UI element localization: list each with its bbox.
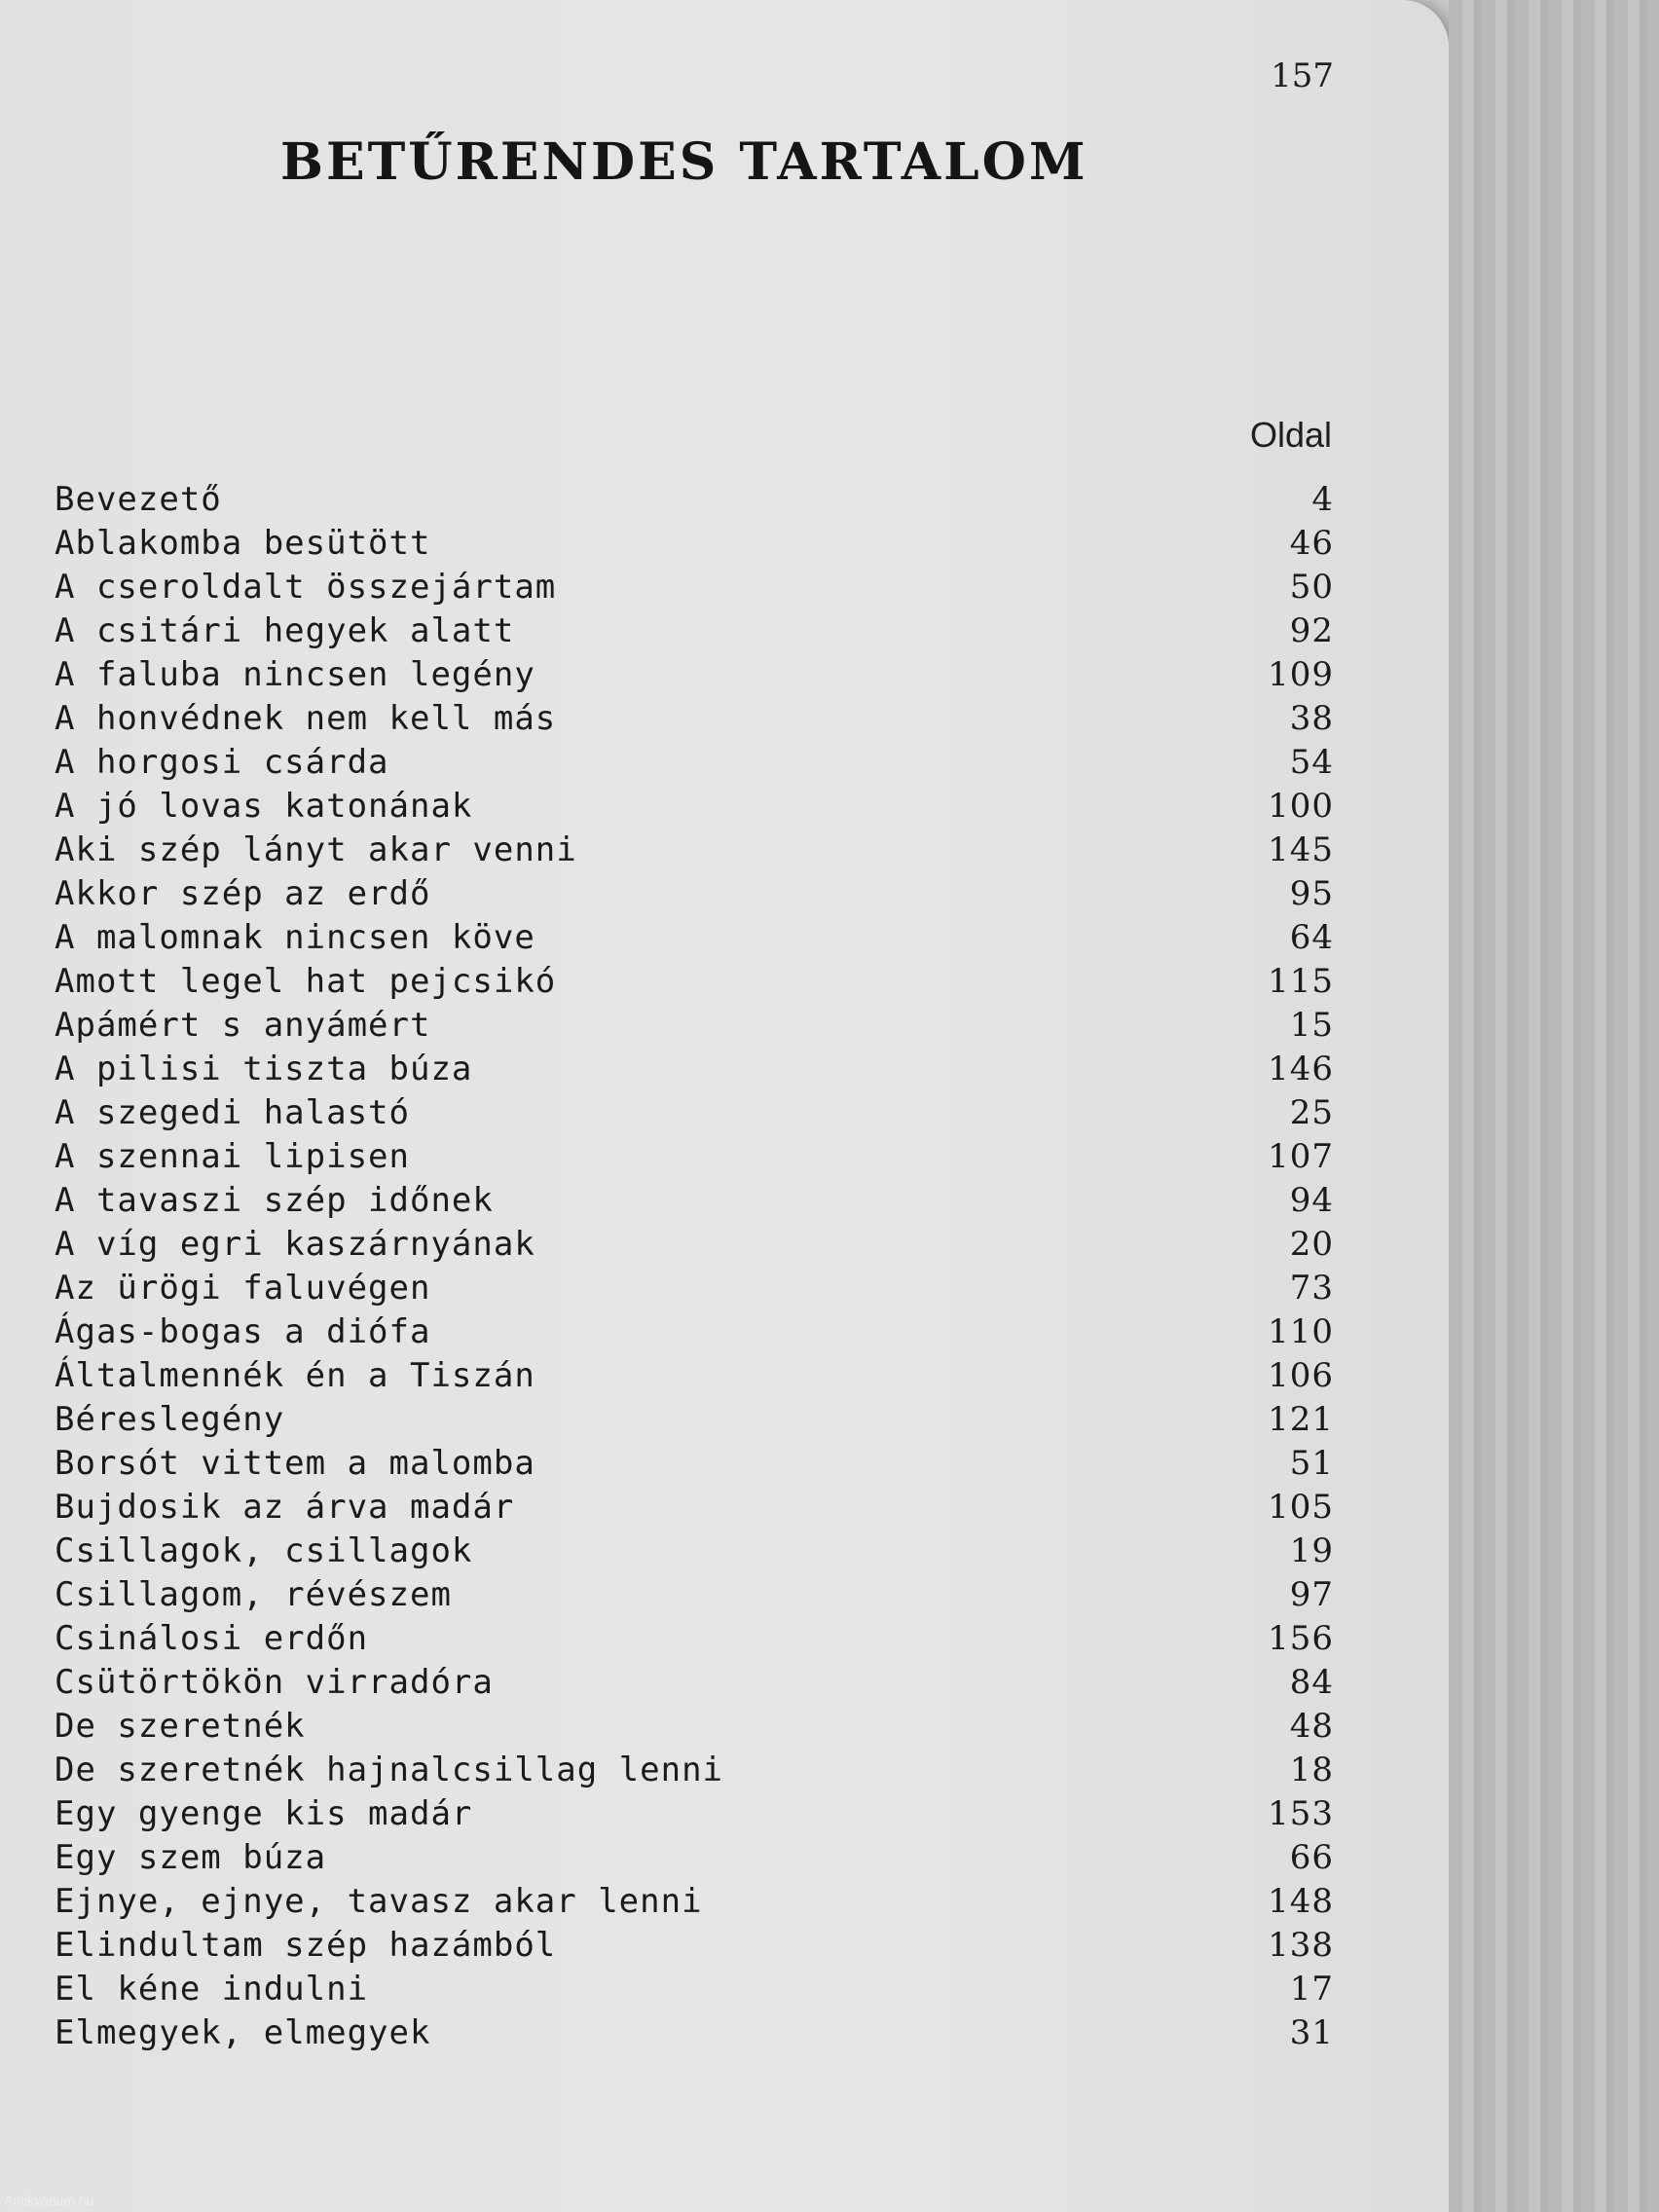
toc-entry-page: 145 (1268, 830, 1334, 869)
dot-leader (570, 959, 1250, 992)
dot-leader (444, 1003, 1250, 1036)
dot-leader (465, 1572, 1250, 1605)
dot-leader (528, 1485, 1250, 1518)
toc-entry-page: 48 (1289, 1707, 1334, 1746)
dot-leader (737, 1748, 1250, 1781)
toc-entry-page: 46 (1289, 524, 1334, 563)
toc-entry-title: Apámért s anyámért (55, 1006, 431, 1045)
toc-entry (55, 1529, 1334, 1572)
toc-entry-title: A pilisi tiszta búza (55, 1050, 473, 1088)
page-number: 157 (1271, 56, 1334, 95)
dot-leader (424, 1134, 1250, 1167)
dot-leader (549, 915, 1250, 948)
toc-entry (55, 871, 1334, 915)
toc-entry (55, 608, 1334, 652)
toc-entry-page: 97 (1289, 1575, 1334, 1614)
dot-leader (549, 652, 1250, 685)
toc-entry-title: Akkor szép az erdő (55, 874, 431, 913)
toc-entry-page: 31 (1289, 2013, 1334, 2052)
toc-entry (55, 1572, 1334, 1616)
dot-leader (507, 1178, 1250, 1211)
dot-leader (717, 1879, 1250, 1912)
toc-entry (55, 1178, 1334, 1222)
dot-leader (424, 1090, 1250, 1124)
toc-entry (55, 1003, 1334, 1047)
toc-entry (55, 1923, 1334, 1967)
toc-entry-title: De szeretnék hajnalcsillag lenni (55, 1751, 724, 1789)
dot-leader (444, 871, 1250, 904)
toc-entry-title: Ágas-bogas a diófa (55, 1312, 431, 1351)
toc-entry (55, 959, 1334, 1003)
dot-leader (486, 1047, 1250, 1080)
dot-leader (444, 2010, 1250, 2044)
toc-entry (55, 1134, 1334, 1178)
toc-entry-title: Csillagom, révészem (55, 1575, 452, 1614)
toc-entry-title: Csillagok, csillagok (55, 1531, 473, 1570)
toc-entry-title: A jó lovas katonának (55, 787, 473, 826)
toc-entry-title: Béreslegény (55, 1400, 285, 1439)
toc-entry-page: 110 (1268, 1312, 1334, 1351)
dot-leader (444, 1266, 1250, 1299)
toc-entry-page: 156 (1268, 1619, 1334, 1658)
toc-entry-page: 20 (1289, 1225, 1334, 1264)
page-column-header: Oldal (1249, 415, 1332, 455)
dot-leader (549, 1441, 1250, 1474)
toc-entry-page: 15 (1289, 1006, 1334, 1045)
toc-entry-page: 146 (1268, 1050, 1334, 1088)
toc-entry (55, 1309, 1334, 1353)
toc-entry-title: Elindultam szép hazámból (55, 1926, 557, 1965)
toc-entry (55, 915, 1334, 959)
toc-entry-title: Bevezető (55, 480, 222, 519)
toc-entry-title: Csütörtökön virradóra (55, 1663, 494, 1702)
dot-leader (319, 1704, 1250, 1737)
dot-leader (549, 1222, 1250, 1255)
toc-entry-page: 64 (1289, 918, 1334, 957)
toc-entry-title: A faluba nincsen legény (55, 655, 535, 694)
toc-entry (55, 1967, 1334, 2010)
toc-entry-page: 19 (1289, 1531, 1334, 1570)
dot-leader (570, 696, 1250, 729)
toc-entry-page: 95 (1289, 874, 1334, 913)
table-of-contents (55, 477, 1334, 2054)
toc-entry (55, 1835, 1334, 1879)
toc-entry-page: 138 (1268, 1926, 1334, 1965)
watermark: Antikvárium.hu (4, 2193, 94, 2208)
toc-entry-page: 106 (1268, 1356, 1334, 1395)
toc-entry-title: A horgosi csárda (55, 743, 389, 782)
toc-entry-page: 73 (1289, 1269, 1334, 1308)
dot-leader (382, 1616, 1250, 1649)
dot-leader (403, 740, 1250, 773)
toc-entry (55, 1397, 1334, 1441)
toc-entry-title: A tavaszi szép időnek (55, 1181, 494, 1220)
dot-leader (298, 1397, 1250, 1430)
toc-entry (55, 1879, 1334, 1923)
toc-entry-page: 107 (1268, 1137, 1334, 1176)
dot-leader (570, 1923, 1250, 1956)
toc-entry-title: Ablakomba besütött (55, 524, 431, 563)
dot-leader (444, 521, 1250, 554)
toc-entry-page: 153 (1268, 1794, 1334, 1833)
dot-leader (382, 1967, 1250, 2000)
toc-entry-title: A csitári hegyek alatt (55, 611, 515, 650)
toc-entry-page: 54 (1289, 743, 1334, 782)
toc-entry-page: 4 (1311, 480, 1334, 519)
toc-entry-title: Aki szép lányt akar venni (55, 830, 577, 869)
toc-entry (55, 565, 1334, 608)
toc-entry-title: A honvédnek nem kell más (55, 699, 557, 738)
dot-leader (486, 784, 1250, 817)
toc-entry-title: Egy szem búza (55, 1838, 327, 1877)
toc-entry (55, 1485, 1334, 1529)
toc-entry (55, 477, 1334, 521)
toc-entry-page: 92 (1289, 611, 1334, 650)
toc-entry-title: A szegedi halastó (55, 1093, 410, 1132)
toc-entry-title: Bujdosik az árva madár (55, 1488, 515, 1527)
toc-entry-title: A malomnak nincsen köve (55, 918, 535, 957)
dot-leader (591, 828, 1250, 861)
toc-entry (55, 828, 1334, 871)
toc-entry-title: El kéne indulni (55, 1970, 369, 2009)
toc-entry (55, 1222, 1334, 1266)
toc-entry (55, 740, 1334, 784)
toc-entry (55, 521, 1334, 565)
toc-entry (55, 652, 1334, 696)
toc-entry-title: Amott legel hat pejcsikó (55, 962, 557, 1001)
toc-entry-page: 94 (1289, 1181, 1334, 1220)
dot-leader (236, 477, 1250, 510)
toc-entry-page: 66 (1289, 1838, 1334, 1877)
dot-leader (549, 1353, 1250, 1386)
toc-entry (55, 1353, 1334, 1397)
toc-entry-title: A víg egri kaszárnyának (55, 1225, 535, 1264)
toc-entry-title: Elmegyek, elmegyek (55, 2013, 431, 2052)
toc-entry-page: 115 (1268, 962, 1334, 1001)
toc-entry-page: 38 (1289, 699, 1334, 738)
toc-entry (55, 1704, 1334, 1748)
toc-entry-page: 148 (1268, 1882, 1334, 1921)
dot-leader (507, 1660, 1250, 1693)
toc-entry-page: 18 (1289, 1751, 1334, 1789)
toc-entry-title: Az ürögi faluvégen (55, 1269, 431, 1308)
toc-entry (55, 1660, 1334, 1704)
toc-entry-page: 50 (1289, 568, 1334, 607)
toc-entry-page: 84 (1289, 1663, 1334, 1702)
toc-entry (55, 1266, 1334, 1309)
toc-entry-page: 105 (1268, 1488, 1334, 1527)
page-edge-stack (1449, 0, 1659, 2212)
dot-leader (486, 1791, 1250, 1825)
dot-leader (570, 565, 1250, 598)
toc-entry-page: 25 (1289, 1093, 1334, 1132)
toc-entry-page: 109 (1268, 655, 1334, 694)
toc-entry (55, 1090, 1334, 1134)
toc-entry-title: Borsót vittem a malomba (55, 1444, 535, 1483)
toc-entry-title: A szennai lipisen (55, 1137, 410, 1176)
toc-entry-page: 100 (1268, 787, 1334, 826)
toc-entry-page: 17 (1289, 1970, 1334, 2009)
dot-leader (444, 1309, 1250, 1343)
toc-entry-title: A cseroldalt összejártam (55, 568, 557, 607)
toc-entry (55, 696, 1334, 740)
toc-entry-title: Csinálosi erdőn (55, 1619, 369, 1658)
toc-entry (55, 1047, 1334, 1090)
toc-entry-title: De szeretnék (55, 1707, 306, 1746)
page-title: BETŰRENDES TARTALOM (280, 132, 1088, 192)
toc-entry-title: Általmennék én a Tiszán (55, 1356, 535, 1395)
toc-entry (55, 1616, 1334, 1660)
toc-entry (55, 1748, 1334, 1791)
toc-entry (55, 2010, 1334, 2054)
toc-entry-title: Egy gyenge kis madár (55, 1794, 473, 1833)
dot-leader (528, 608, 1250, 642)
dot-leader (340, 1835, 1250, 1868)
toc-entry-page: 51 (1289, 1444, 1334, 1483)
dot-leader (486, 1529, 1250, 1562)
toc-entry (55, 784, 1334, 828)
toc-entry (55, 1791, 1334, 1835)
toc-entry (55, 1441, 1334, 1485)
toc-entry-page: 121 (1268, 1400, 1334, 1439)
toc-entry-title: Ejnye, ejnye, tavasz akar lenni (55, 1882, 703, 1921)
